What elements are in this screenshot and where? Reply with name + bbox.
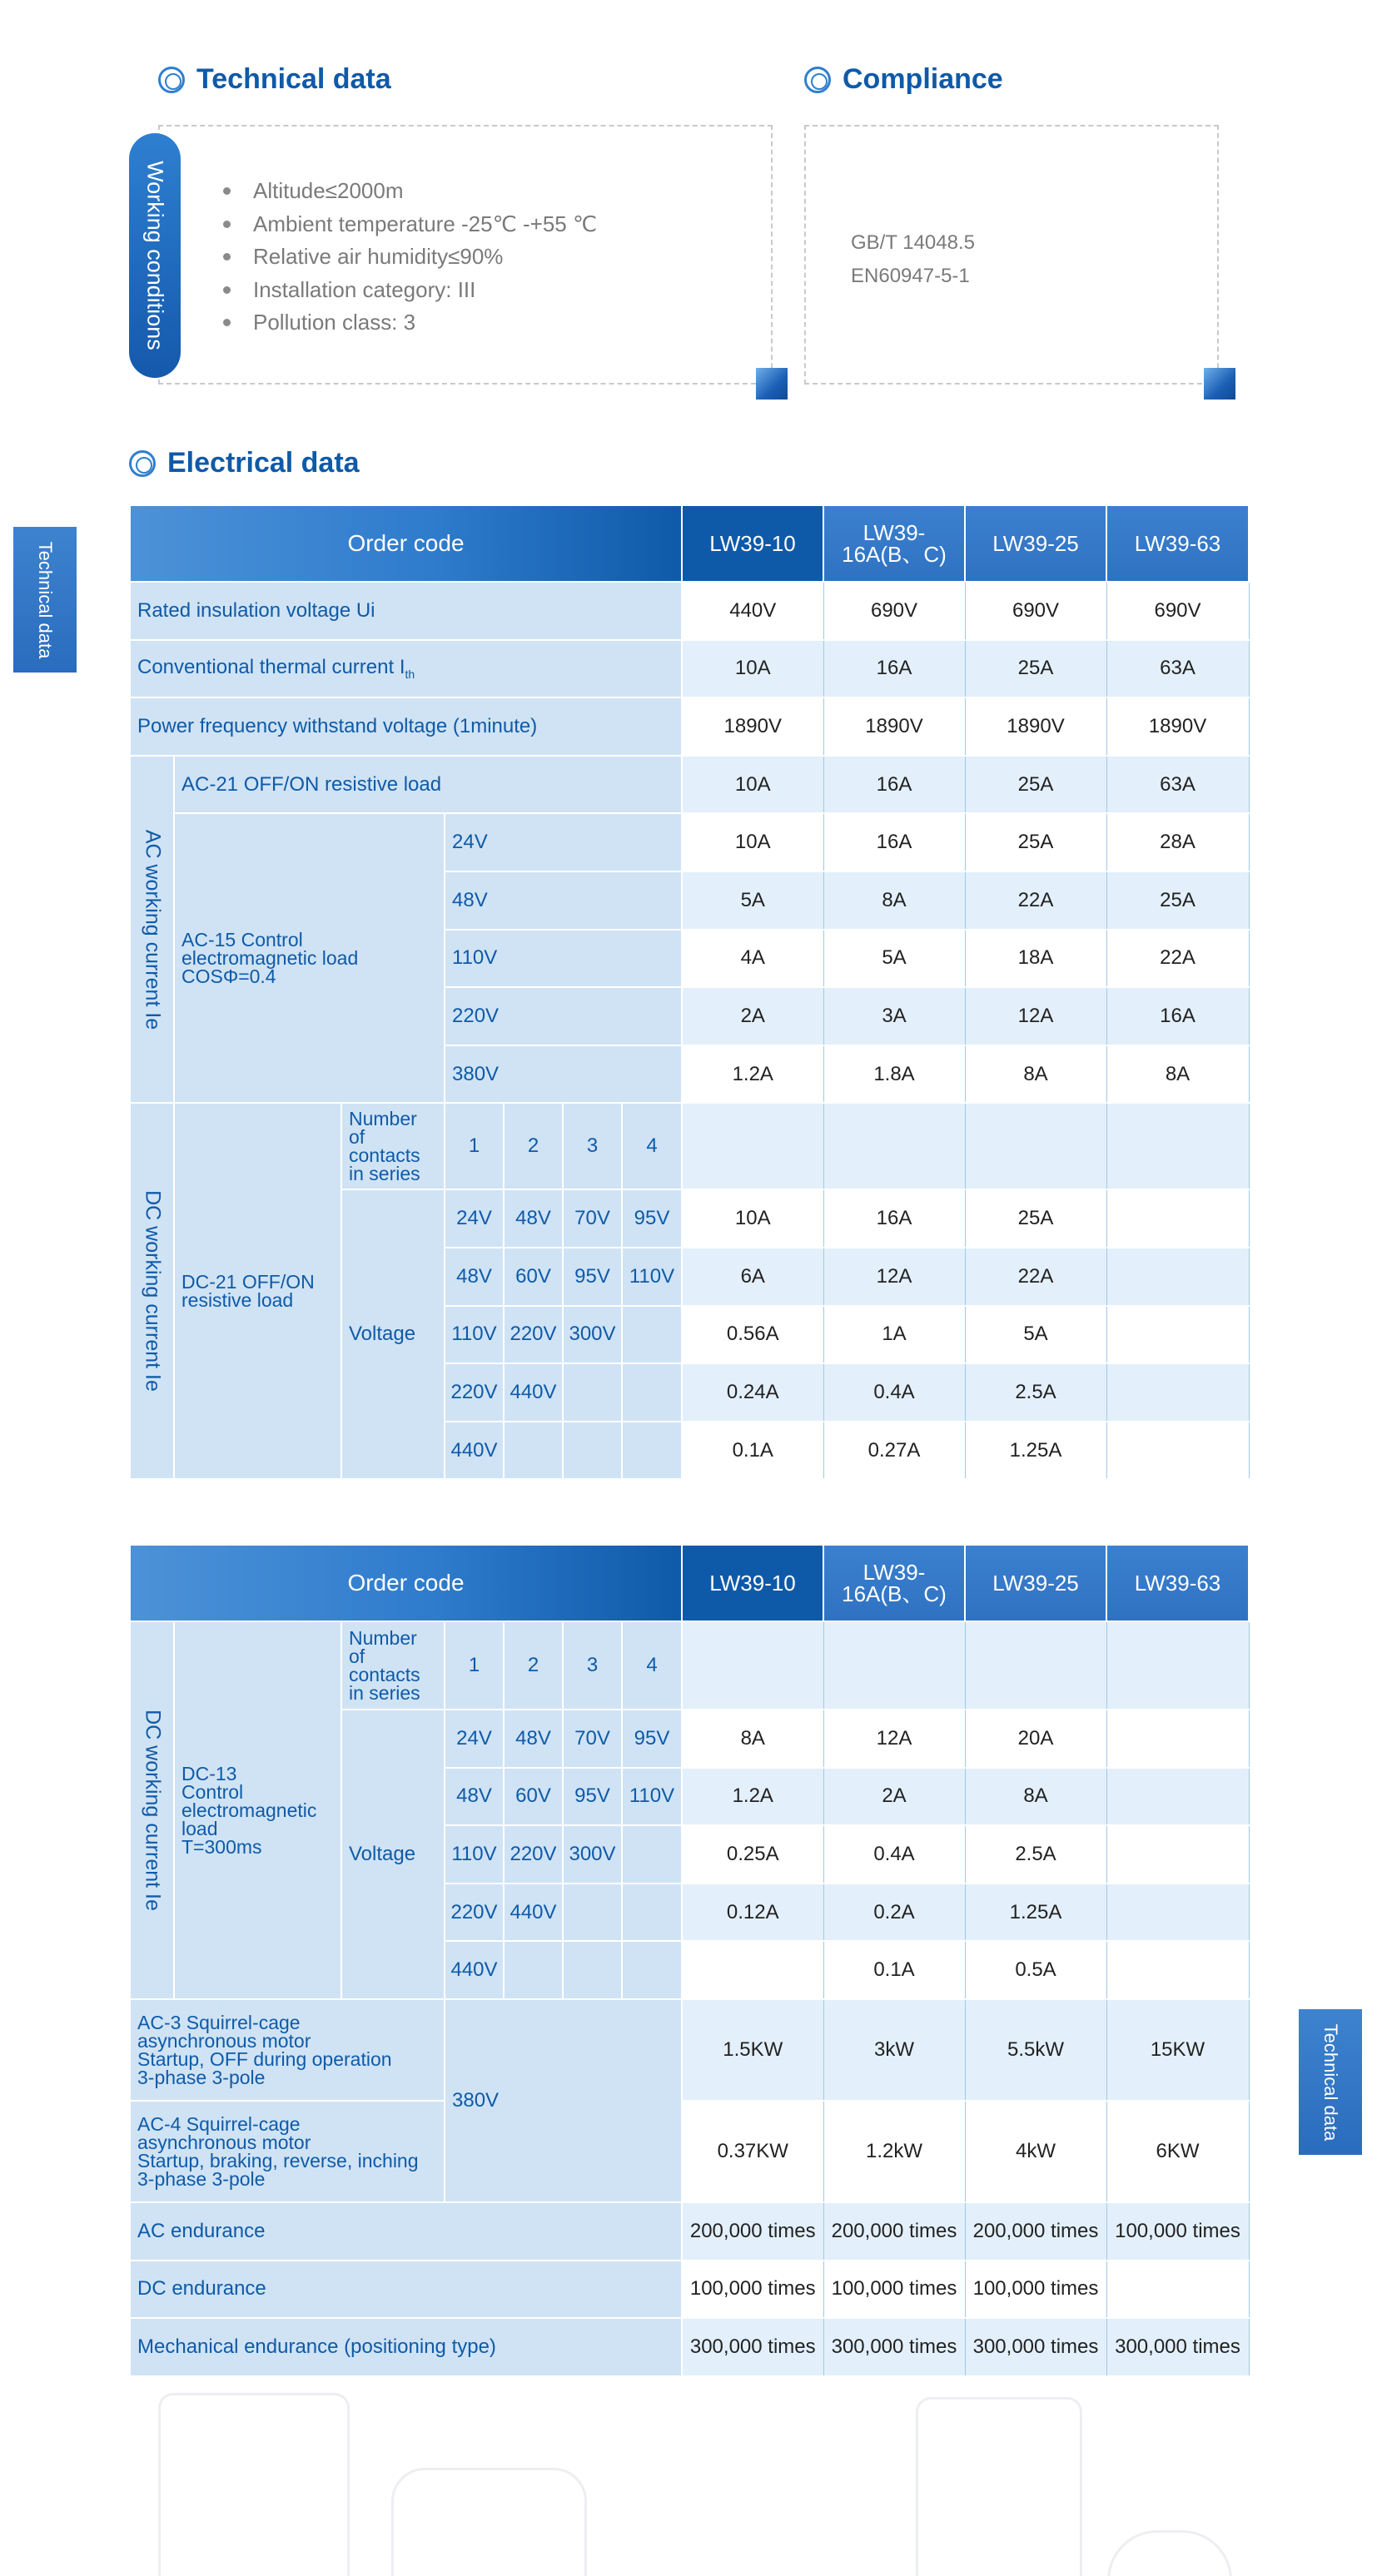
label-line: resistive load [181, 1289, 294, 1312]
series-voltage: 70V [563, 1710, 622, 1768]
cell-value: 63A [1106, 640, 1249, 698]
technical-data-title: Technical data [196, 63, 391, 95]
series-voltage: 95V [563, 1768, 622, 1826]
label-line: Number [349, 1627, 417, 1649]
series-voltage [622, 1422, 682, 1480]
model-header: LW39-25 [965, 505, 1106, 582]
cell-value: 0.37KW [682, 2101, 823, 2202]
technical-data-heading [158, 63, 391, 96]
ac3-label [130, 1999, 445, 2101]
table-header-row [130, 1545, 1249, 1621]
series-voltage [622, 1884, 682, 1942]
cell-value [1106, 1768, 1249, 1826]
series-voltage: 60V [504, 1768, 563, 1826]
cell-value: 16A [823, 813, 965, 871]
label-line: Number [349, 1108, 417, 1130]
table-header-row [130, 505, 1249, 582]
cell-value: 0.4A [823, 1363, 965, 1422]
working-conditions-text: Working conditions [142, 161, 168, 350]
cell-value: 22A [1106, 930, 1249, 988]
cell-value: 200,000 times [823, 2202, 965, 2261]
cell-value: 12A [823, 1248, 965, 1306]
box-corner-decoration [756, 368, 788, 400]
dc-group-text: DC working current Ie [141, 1710, 164, 1911]
series-voltage: 48V [504, 1189, 563, 1248]
condition-item: Pollution class: 3 [223, 309, 597, 342]
voltage-label: Voltage [341, 1189, 445, 1479]
cell-value: 8A [823, 871, 965, 930]
motor-voltage: 380V [445, 1999, 682, 2202]
cell-value [1106, 1884, 1249, 1942]
series-voltage [504, 1941, 563, 1999]
cell-value [1106, 1621, 1249, 1710]
product-sketch-image [391, 2468, 587, 2576]
dc-group-text: DC working current Ie [141, 1190, 164, 1392]
cell-value: 100,000 times [682, 2261, 823, 2319]
cell-value: 0.27A [823, 1422, 965, 1480]
row-label: AC endurance [130, 2202, 682, 2261]
cell-value: 12A [823, 1710, 965, 1768]
working-conditions-list [223, 177, 597, 342]
series-voltage [563, 1884, 622, 1942]
contact-count: 2 [504, 1621, 563, 1710]
compliance-heading [804, 63, 1003, 96]
working-conditions-label [129, 133, 181, 378]
series-voltage: 300V [563, 1825, 622, 1884]
row-label: DC endurance [130, 2261, 682, 2319]
label-line: Startup, OFF during operation [137, 2047, 392, 2070]
label-line: DC-21 OFF/ON [181, 1271, 315, 1293]
model-header: LW39-63 [1106, 505, 1249, 582]
cell-value: 2A [682, 987, 823, 1045]
side-tab-technical-data[interactable] [1299, 2009, 1362, 2155]
cell-value: 1890V [965, 697, 1106, 756]
series-voltage [622, 1941, 682, 1999]
cell-value: 0.56A [682, 1306, 823, 1364]
cell-value: 0.25A [682, 1825, 823, 1884]
dc-group-label [130, 1103, 174, 1479]
compliance-standards [851, 226, 975, 293]
condition-item: Ambient temperature -25℃ -+55 ℃ [223, 211, 597, 244]
contact-count: 1 [445, 1103, 504, 1189]
cell-value: 1890V [682, 697, 823, 756]
cell-value: 25A [965, 640, 1106, 698]
cell-value [1106, 1941, 1249, 1999]
cell-value: 15KW [1106, 1999, 1249, 2101]
row-label-subscript: th [405, 668, 415, 682]
table-row [130, 1621, 1249, 1710]
condition-item: Altitude≤2000m [223, 177, 597, 211]
cell-value: 3A [823, 987, 965, 1045]
series-voltage: 440V [445, 1941, 504, 1999]
cell-value: 3kW [823, 1999, 965, 2101]
series-voltage: 24V [445, 1710, 504, 1768]
cell-value: 1.25A [965, 1884, 1106, 1942]
label-line: in series [349, 1163, 420, 1185]
standard-item: EN60947-5-1 [851, 265, 970, 287]
series-voltage [563, 1941, 622, 1999]
cell-value: 63A [1106, 756, 1249, 814]
cell-value: 6KW [1106, 2101, 1249, 2202]
series-voltage [504, 1422, 563, 1480]
cell-value [965, 1103, 1106, 1189]
label-line: Control [181, 1780, 244, 1803]
series-voltage: 60V [504, 1248, 563, 1306]
series-voltage [622, 1306, 682, 1364]
cell-value: 22A [965, 1248, 1106, 1306]
cell-value: 100,000 times [823, 2261, 965, 2319]
series-voltage: 95V [622, 1189, 682, 1248]
model-header: LW39-25 [965, 1545, 1106, 1621]
contact-count: 4 [622, 1621, 682, 1710]
series-voltage [563, 1363, 622, 1422]
cell-value [1106, 1306, 1249, 1364]
series-voltage: 440V [504, 1363, 563, 1422]
series-voltage: 220V [445, 1884, 504, 1942]
label-line: in series [349, 1682, 420, 1704]
series-voltage [563, 1422, 622, 1480]
cell-value: 18A [965, 930, 1106, 988]
cell-value: 100,000 times [1106, 2202, 1249, 2261]
series-voltage: 110V [445, 1306, 504, 1364]
cell-value [682, 1103, 823, 1189]
cell-value: 1.2kW [823, 2101, 965, 2202]
cell-value: 16A [823, 1189, 965, 1248]
cell-value: 4kW [965, 2101, 1106, 2202]
label-line: of [349, 1126, 365, 1149]
condition-item: Installation category: III [223, 276, 597, 310]
cell-value [1106, 1248, 1249, 1306]
cell-value: 28A [1106, 813, 1249, 871]
row-label: AC-21 OFF/ON resistive load [174, 756, 682, 814]
cell-value: 22A [965, 871, 1106, 930]
model-header: LW39-16A(B、C) [823, 1545, 965, 1621]
product-sketch-image [158, 2393, 350, 2576]
cell-value: 0.1A [682, 1422, 823, 1480]
label-line: of [349, 1645, 365, 1667]
cell-value [1106, 2261, 1249, 2319]
product-sketch-image [1107, 2530, 1232, 2576]
table-row [130, 640, 1249, 698]
circle-bullet-icon [158, 67, 185, 93]
cell-value: 690V [965, 582, 1106, 640]
voltage-label: 48V [445, 871, 682, 930]
model-header: LW39-63 [1106, 1545, 1249, 1621]
series-voltage: 440V [504, 1884, 563, 1942]
series-voltage: 110V [622, 1248, 682, 1306]
cell-value: 0.1A [823, 1941, 965, 1999]
cell-value: 200,000 times [682, 2202, 823, 2261]
cell-value: 440V [682, 582, 823, 640]
cell-value: 12A [965, 987, 1106, 1045]
ac15-label [174, 813, 445, 1103]
cell-value: 8A [682, 1710, 823, 1768]
table-row [130, 813, 1249, 871]
cell-value: 200,000 times [965, 2202, 1106, 2261]
label-line: AC-4 Squirrel-cage [137, 2112, 301, 2135]
row-label: Rated insulation voltage Ui [130, 582, 682, 640]
cell-value [823, 1103, 965, 1189]
contact-count: 3 [563, 1103, 622, 1189]
series-voltage: 95V [563, 1248, 622, 1306]
series-voltage: 48V [445, 1768, 504, 1826]
electrical-data-heading [129, 447, 360, 479]
cell-value: 1.2A [682, 1768, 823, 1826]
cell-value: 1890V [1106, 697, 1249, 756]
circle-bullet-icon [804, 67, 831, 93]
cell-value: 16A [823, 640, 965, 698]
standard-item: GB/T 14048.5 [851, 231, 975, 254]
label-line: asynchronous motor [137, 2029, 311, 2052]
circle-bullet-icon [129, 450, 156, 477]
cell-value: 5.5kW [965, 1999, 1106, 2101]
cell-value: 2A [823, 1768, 965, 1826]
compliance-title: Compliance [843, 63, 1003, 95]
label-line: T=300ms [181, 1835, 262, 1858]
series-voltage: 220V [504, 1825, 563, 1884]
cell-value: 25A [965, 756, 1106, 814]
cell-value [823, 1621, 965, 1710]
series-voltage [622, 1825, 682, 1884]
series-voltage: 48V [445, 1248, 504, 1306]
cell-value: 100,000 times [965, 2261, 1106, 2319]
cell-value: 4A [682, 930, 823, 988]
dc13-label [174, 1621, 341, 1999]
label-line: Startup, braking, reverse, inching [137, 2149, 419, 2171]
label-line: AC-15 Control [181, 929, 303, 951]
series-voltage: 300V [563, 1306, 622, 1364]
table-row [130, 1999, 1249, 2101]
cell-value: 300,000 times [965, 2318, 1106, 2376]
electrical-data-title: Electrical data [167, 447, 360, 479]
contact-count: 2 [504, 1103, 563, 1189]
electrical-data-table-2 [129, 1544, 1250, 2377]
cell-value: 0.24A [682, 1363, 823, 1422]
label-line: load [181, 1817, 218, 1839]
table-row [130, 2318, 1249, 2376]
contacts-label [341, 1103, 445, 1189]
cell-value: 5A [965, 1306, 1106, 1364]
order-code-header: Order code [130, 505, 682, 582]
series-voltage: 440V [445, 1422, 504, 1480]
cell-value: 8A [1106, 1045, 1249, 1104]
label-line: electromagnetic load [181, 947, 359, 970]
contacts-label [341, 1621, 445, 1710]
cell-value: 1.5KW [682, 1999, 823, 2101]
cell-value [965, 1621, 1106, 1710]
voltage-label: 24V [445, 813, 682, 871]
table-row [130, 2202, 1249, 2261]
cell-value: 1.8A [823, 1045, 965, 1104]
cell-value: 1.2A [682, 1045, 823, 1104]
cell-value [1106, 1710, 1249, 1768]
cell-value [1106, 1103, 1249, 1189]
label-line: DC-13 [181, 1762, 237, 1784]
cell-value: 10A [682, 640, 823, 698]
table-row [130, 2261, 1249, 2319]
voltage-label: 380V [445, 1045, 682, 1104]
row-label: Mechanical endurance (positioning type) [130, 2318, 682, 2376]
side-tab-label: Technical data [1320, 2023, 1341, 2141]
ac-group-label [130, 756, 174, 1104]
cell-value: 6A [682, 1248, 823, 1306]
series-voltage: 110V [445, 1825, 504, 1884]
label-line: contacts [349, 1144, 420, 1167]
ac-group-text: AC working current Ie [141, 829, 164, 1030]
product-sketch-image [916, 2397, 1082, 2576]
cell-value: 690V [823, 582, 965, 640]
label-line: electromagnetic [181, 1799, 317, 1821]
cell-value: 300,000 times [1106, 2318, 1249, 2376]
cell-value: 10A [682, 813, 823, 871]
label-line: asynchronous motor [137, 2131, 311, 2153]
cell-value: 1A [823, 1306, 965, 1364]
series-voltage: 220V [504, 1306, 563, 1364]
contact-count: 1 [445, 1621, 504, 1710]
cell-value [1106, 1363, 1249, 1422]
cell-value: 16A [823, 756, 965, 814]
cell-value [682, 1621, 823, 1710]
label-line: contacts [349, 1664, 420, 1685]
series-voltage: 24V [445, 1189, 504, 1248]
series-voltage: 70V [563, 1189, 622, 1248]
condition-item: Relative air humidity≤90% [223, 243, 597, 276]
cell-value: 300,000 times [682, 2318, 823, 2376]
row-label: Power frequency withstand voltage (1minute) [130, 697, 682, 756]
voltage-label: 220V [445, 987, 682, 1045]
side-tab-label: Technical data [35, 541, 56, 658]
series-voltage: 48V [504, 1710, 563, 1768]
dc-group-label [130, 1621, 174, 1999]
cell-value: 5A [823, 930, 965, 988]
series-voltage: 95V [622, 1710, 682, 1768]
cell-value [1106, 1189, 1249, 1248]
cell-value: 1.25A [965, 1422, 1106, 1480]
contact-count: 3 [563, 1621, 622, 1710]
contact-count: 4 [622, 1103, 682, 1189]
box-corner-decoration [1204, 368, 1235, 400]
cell-value [1106, 1422, 1249, 1480]
label-line: COSΦ=0.4 [181, 965, 276, 988]
cell-value: 0.5A [965, 1941, 1106, 1999]
cell-value: 20A [965, 1710, 1106, 1768]
cell-value: 0.12A [682, 1884, 823, 1942]
electrical-data-table-1 [129, 504, 1250, 1480]
cell-value: 10A [682, 756, 823, 814]
cell-value: 8A [965, 1768, 1106, 1826]
cell-value [1106, 1825, 1249, 1884]
cell-value: 25A [965, 1189, 1106, 1248]
cell-value: 16A [1106, 987, 1249, 1045]
cell-value: 300,000 times [823, 2318, 965, 2376]
cell-value: 2.5A [965, 1825, 1106, 1884]
row-label-text: Conventional thermal current I [137, 656, 405, 679]
row-label [130, 640, 682, 698]
side-tab-technical-data[interactable] [13, 527, 77, 673]
table-row [130, 756, 1249, 814]
order-code-header: Order code [130, 1545, 682, 1621]
table-row [130, 1103, 1249, 1189]
label-line: AC-3 Squirrel-cage [137, 2011, 301, 2033]
table-row [130, 582, 1249, 640]
cell-value: 2.5A [965, 1363, 1106, 1422]
cell-value: 25A [965, 813, 1106, 871]
model-header: LW39-16A(B、C) [823, 505, 965, 582]
model-header: LW39-10 [682, 1545, 823, 1621]
cell-value: 8A [965, 1045, 1106, 1104]
table-row [130, 697, 1249, 756]
voltage-label: Voltage [341, 1710, 445, 1999]
series-voltage [622, 1363, 682, 1422]
dc21-label [174, 1103, 341, 1479]
label-line: 3-phase 3-pole [137, 2066, 266, 2088]
cell-value: 1890V [823, 697, 965, 756]
series-voltage: 110V [622, 1768, 682, 1826]
model-header: LW39-10 [682, 505, 823, 582]
cell-value: 25A [1106, 871, 1249, 930]
ac4-label [130, 2101, 445, 2202]
cell-value [682, 1941, 823, 1999]
voltage-label: 110V [445, 930, 682, 988]
cell-value: 5A [682, 871, 823, 930]
cell-value: 690V [1106, 582, 1249, 640]
cell-value: 0.2A [823, 1884, 965, 1942]
table-row [130, 2101, 1249, 2202]
cell-value: 10A [682, 1189, 823, 1248]
series-voltage: 220V [445, 1363, 504, 1422]
label-line: 3-phase 3-pole [137, 2167, 266, 2190]
cell-value: 0.4A [823, 1825, 965, 1884]
